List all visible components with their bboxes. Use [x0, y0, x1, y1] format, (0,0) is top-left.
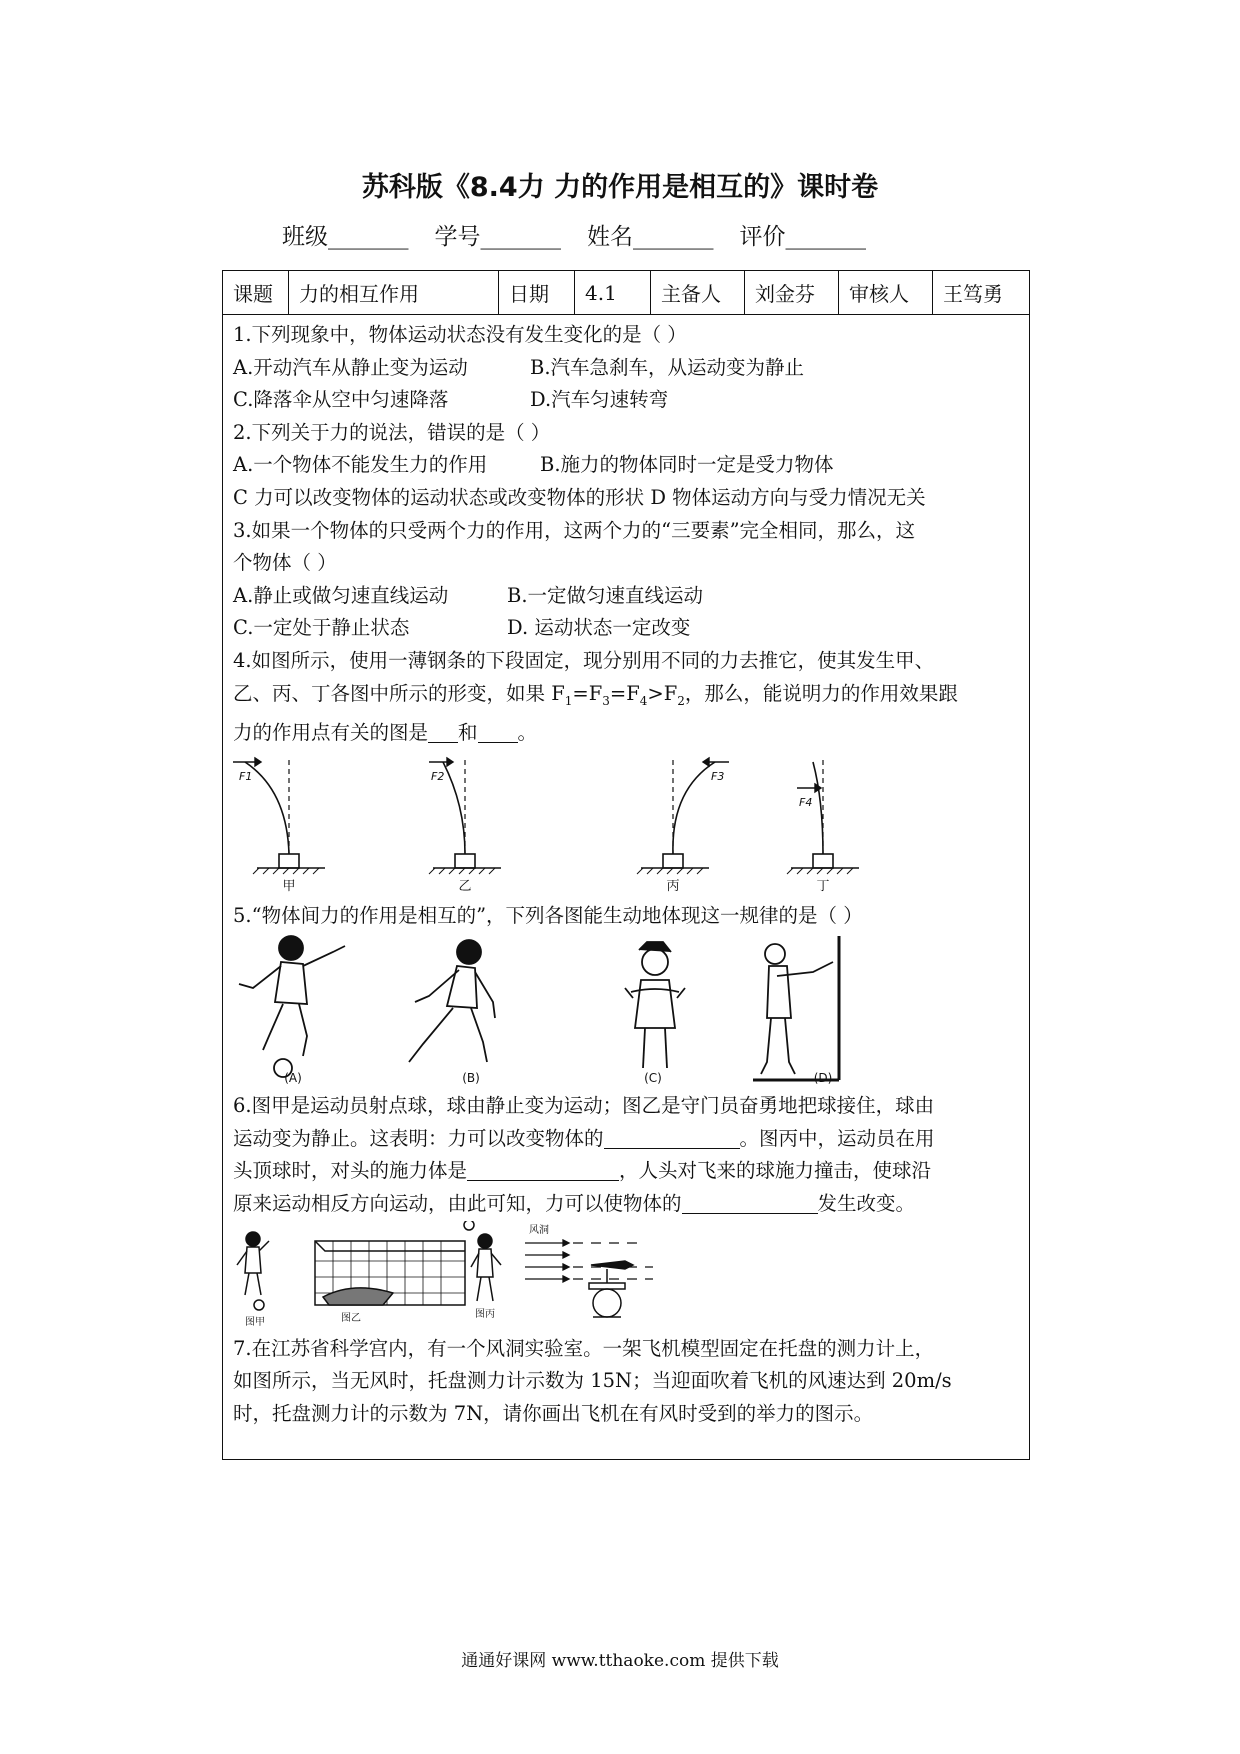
q1-options-cd: [233, 384, 1019, 417]
q3-stem-line2: 个物体（ ）: [233, 551, 337, 575]
footer-credit: 通通好课网 www.tthaoke.com 提供下载: [461, 1651, 779, 1671]
q4-line2-end: ，那么，能说明力的作用效果跟: [684, 681, 958, 705]
q6-line4-end: 发生改变。: [817, 1191, 916, 1215]
figure-d-wall-push: [753, 936, 839, 1080]
force-label-f3: F3: [711, 769, 725, 783]
q1-option-d: D.汽车匀速转弯: [530, 388, 669, 412]
q4-figure: [233, 750, 1019, 900]
preparer-label: 主备人: [651, 271, 745, 314]
questions: [223, 315, 1029, 1430]
topic-value: 力的相互作用: [289, 271, 499, 314]
fig-label-jia: 甲: [282, 878, 296, 894]
q6-line2-start: 运动变为静止。这表明：力可以改变物体的: [233, 1126, 604, 1150]
header-row: [223, 271, 1029, 315]
reviewer-value: 王笃勇: [943, 282, 1003, 306]
q3-stem-line1: 3.如果一个物体的只受两个力的作用，这两个力的“三要素”完全相同，那么，这: [233, 518, 916, 542]
q7-line3: 时，托盘测力计的示数为 7N，请你画出飞机在有风时受到的举力的图示。: [233, 1401, 874, 1425]
q6-blank-3[interactable]: [682, 1191, 818, 1214]
class-field: 班级_______: [282, 224, 409, 250]
name-field: 姓名_______: [587, 224, 714, 250]
q1-option-b: B.汽车急刹车，从运动变为静止: [530, 355, 805, 379]
q1-option-a: A.开动汽车从静止变为运动: [233, 355, 468, 379]
q1-stem: 1.下列现象中，物体运动状态没有发生变化的是（ ）: [233, 323, 687, 346]
q6-line2-end: 。图丙中，运动员在用: [739, 1126, 935, 1150]
q2-option-b: B.施力的物体同时一定是受力物体: [540, 453, 834, 477]
preparer-value: 刘金芬: [745, 271, 839, 314]
q4-line3-end: 。: [517, 721, 538, 745]
q6-blank-2[interactable]: [467, 1158, 619, 1181]
q6-line4-start: 原来运动相反方向运动，由此可知，力可以使物体的: [233, 1191, 682, 1215]
q5-label-a: (A): [284, 1071, 302, 1085]
mutual-force-illustrations: [233, 932, 1019, 1084]
q5-stem: 5.“物体间力的作用是相互的”，下列各图能生动地体现这一规律的是（ ）: [233, 903, 863, 927]
evaluation-field: 评价_______: [739, 224, 866, 250]
q7-line2: 如图所示，当无风时，托盘测力计示数为 15N；当迎面吹着飞机的风速达到 20m/s: [233, 1369, 952, 1393]
q3-option-d: D. 运动状态一定改变: [507, 616, 691, 640]
q4-line3-start: 力的作用点有关的图是: [233, 721, 429, 745]
q4-line2: 乙、丙、丁各图中所示的形变，如果 $F_1=F_3=F_4>F_2$，那么，能说明力的作用效果跟: [233, 681, 958, 708]
q4-line1: 4.如图所示，使用一薄钢条的下段固定，现分别用不同的力去推它，使其发生甲、: [233, 648, 935, 672]
q3-options-ab: [233, 580, 1019, 613]
q4-line3-and: 和: [458, 721, 478, 745]
worksheet-table: [222, 270, 1030, 1460]
q2-options-cd: C 力可以改变物体的运动状态或改变物体的形状 D 物体运动方向与受力情况无关: [233, 485, 926, 509]
wind-tunnel-label: 风洞: [529, 1224, 549, 1236]
q5-label-d: (D): [813, 1071, 833, 1085]
fig-label-ding: 丁: [816, 878, 830, 894]
q2-option-a: A.一个物体不能发生力的作用: [233, 453, 488, 477]
q5-label-b: (B): [462, 1071, 480, 1085]
force-label-f1: F1: [239, 769, 253, 783]
q5-figure: [233, 932, 1019, 1084]
q6-line3-start: 头顶球时，对头的施力体是: [233, 1159, 468, 1183]
q2-options-ab: [233, 449, 1019, 482]
q6-line2: [233, 1123, 1019, 1156]
q6-label-jia: 图甲: [245, 1316, 265, 1328]
figure-a-kicking: [239, 936, 345, 1077]
q6-figure: [233, 1221, 1019, 1333]
figure-b-person: [409, 940, 495, 1062]
force-label-f2: F2: [431, 769, 445, 783]
q6-line1: 6.图甲是运动员射点球，球由静止变为运动；图乙是守门员奋勇地把球接住，球由: [233, 1094, 935, 1118]
q6-line3-end: ，人头对飞来的球施力撞击，使球沿: [619, 1159, 932, 1183]
q4-line3: [233, 717, 1019, 750]
football-and-wind-tunnel: [233, 1221, 1019, 1333]
q5-label-c: (C): [644, 1071, 662, 1085]
q1-option-c: C.降落伞从空中匀速降落: [233, 388, 449, 412]
q6-line3: [233, 1155, 1019, 1188]
student-id-field: 学号_______: [434, 224, 561, 250]
date-label: 日期: [499, 271, 575, 314]
q4-blank-1[interactable]: [428, 720, 458, 743]
q4-line2-start: 乙、丙、丁各图中所示的形变，如果 F: [233, 681, 565, 705]
student-info-line: [282, 218, 1002, 251]
fig-label-yi: 乙: [458, 878, 472, 894]
page-title: 苏科版《8.4力 力的作用是相互的》课时卷: [361, 172, 879, 203]
q3-option-b: B.一定做匀速直线运动: [507, 583, 704, 607]
date-value: 4.1: [575, 271, 651, 314]
force-label-f4: F4: [799, 795, 813, 809]
q3-option-c: C.一定处于静止状态: [233, 616, 410, 640]
q3-option-a: A.静止或做匀速直线运动: [233, 583, 449, 607]
q6-blank-1[interactable]: [604, 1126, 740, 1149]
steel-strip-diagrams: [233, 750, 1019, 900]
fig-label-bing: 丙: [666, 878, 680, 894]
reviewer-label: 审核人: [839, 271, 933, 314]
q1-options-ab: [233, 352, 1019, 385]
q7-line1: 7.在江苏省科学宫内，有一个风洞实验室。一架飞机模型固定在托盘的测力计上，: [233, 1336, 935, 1360]
q6-label-yi: 图乙: [341, 1312, 361, 1324]
q4-blank-2[interactable]: [478, 720, 518, 743]
q6-label-bing: 图丙: [475, 1308, 495, 1320]
figure-c-spring: [625, 942, 685, 1068]
q6-line4: [233, 1188, 1019, 1221]
topic-label: 课题: [223, 271, 289, 314]
q3-options-cd: [233, 612, 1019, 645]
q2-stem: 2.下列关于力的说法，错误的是（ ）: [233, 420, 551, 444]
